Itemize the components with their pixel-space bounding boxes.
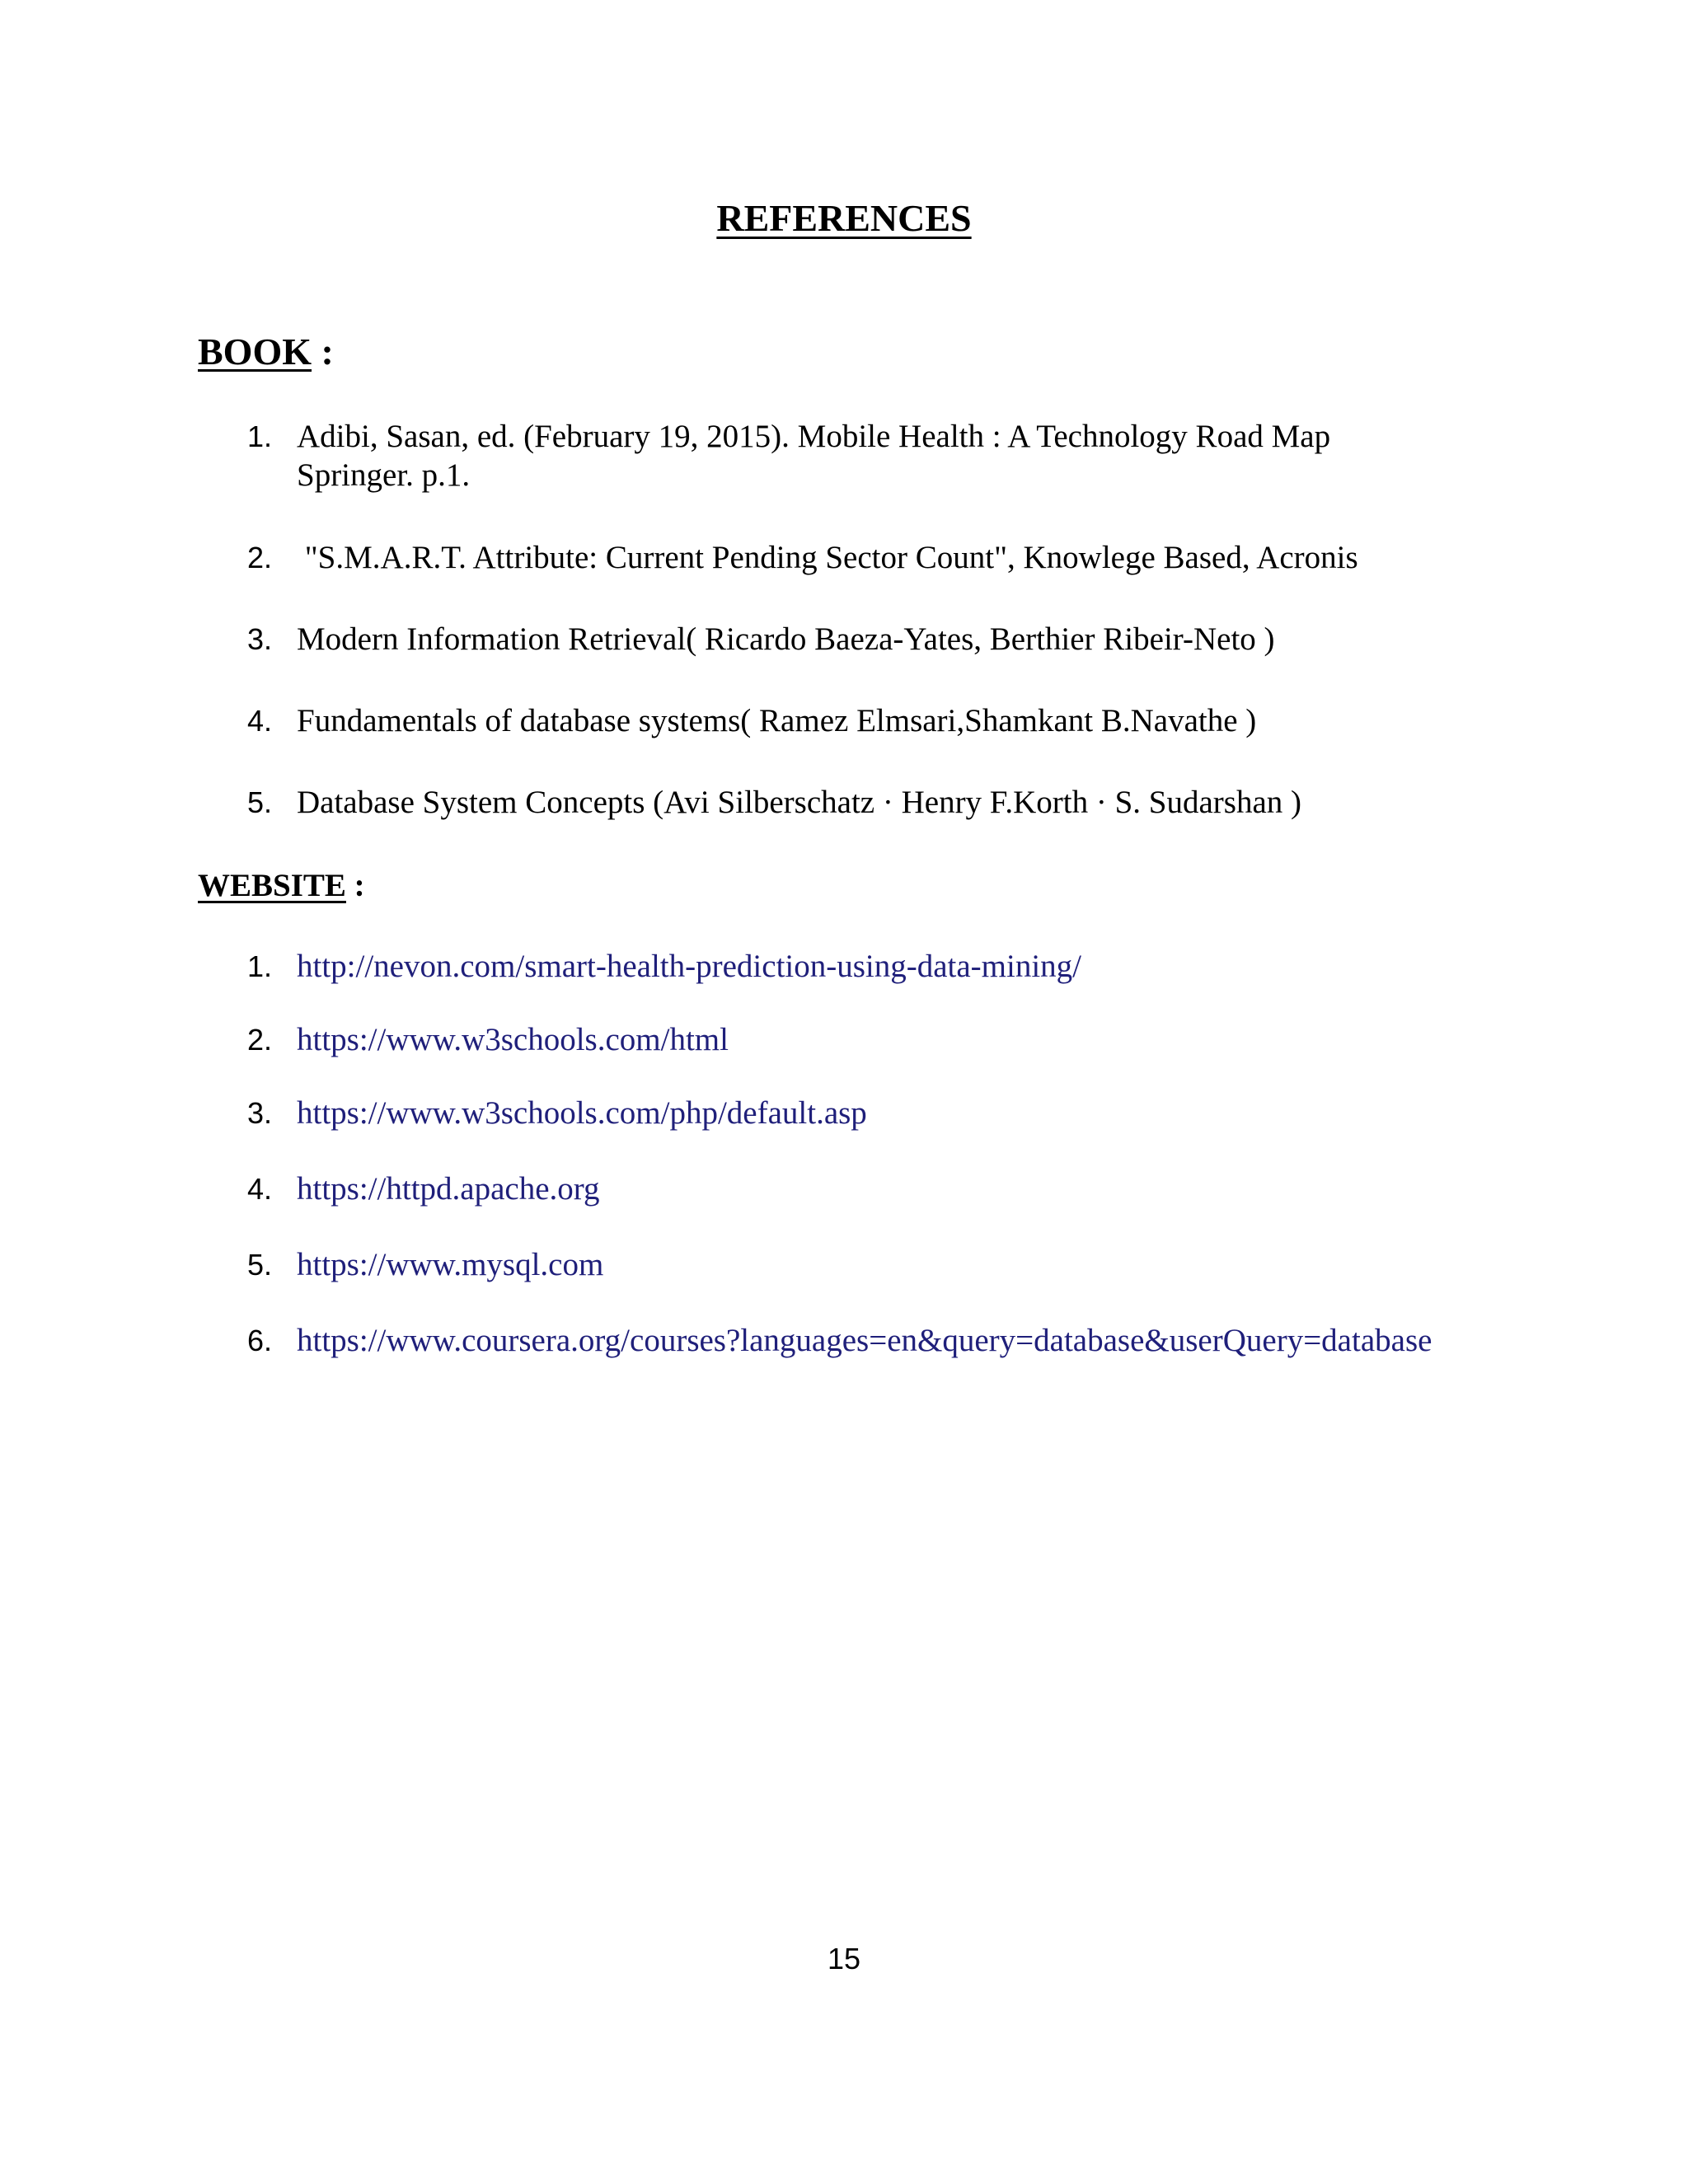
page-number: 15 xyxy=(827,1942,861,1975)
reference-number: 3. xyxy=(247,1096,273,1130)
reference-number: 3. xyxy=(247,622,273,656)
reference-number: 5. xyxy=(247,785,273,819)
reference-number: 5. xyxy=(247,1248,273,1282)
website-link[interactable]: https://httpd.apache.org xyxy=(297,1171,600,1207)
website-link[interactable]: https://www.w3schools.com/html xyxy=(297,1022,729,1057)
reference-number: 2. xyxy=(247,1023,273,1057)
website-link[interactable]: https://www.coursera.org/courses?languages=en&query=database&userQuery=database xyxy=(297,1323,1432,1358)
reference-number: 1. xyxy=(247,419,273,453)
reference-number: 2. xyxy=(247,541,273,574)
reference-number: 1. xyxy=(247,949,273,983)
book-heading-label: BOOK xyxy=(198,330,312,373)
reference-text: Modern Information Retrieval( Ricardo Baeza-Yates, Berthier Ribeir-Neto ) xyxy=(297,621,1275,657)
website-section-heading xyxy=(198,867,365,904)
book-heading-colon: : xyxy=(312,330,334,373)
reference-text: Adibi, Sasan, ed. (February 19, 2015). Mobile Health : A Technology Road Map Springer. p.1. xyxy=(297,419,1331,493)
reference-text: "S.M.A.R.T. Attribute: Current Pending Sector Count", Knowlege Based, Acronis xyxy=(297,540,1358,575)
reference-text: Database System Concepts (Avi Silberschatz · Henry F.Korth · S. Sudarshan ) xyxy=(297,785,1301,820)
reference-number: 6. xyxy=(247,1324,273,1357)
page-title: REFERENCES xyxy=(716,197,972,239)
reference-number: 4. xyxy=(247,704,273,738)
website-heading-colon: : xyxy=(345,868,365,903)
website-heading-label: WEBSITE xyxy=(198,868,346,903)
website-link[interactable]: https://www.mysql.com xyxy=(297,1247,604,1282)
book-section-heading xyxy=(198,330,334,373)
website-link[interactable]: http://nevon.com/smart-health-prediction-using-data-mining/ xyxy=(297,949,1082,984)
website-link[interactable]: https://www.w3schools.com/php/default.asp xyxy=(297,1095,867,1131)
reference-number: 4. xyxy=(247,1172,273,1206)
reference-text: Fundamentals of database systems( Ramez Elmsari,Shamkant B.Navathe ) xyxy=(297,703,1257,738)
